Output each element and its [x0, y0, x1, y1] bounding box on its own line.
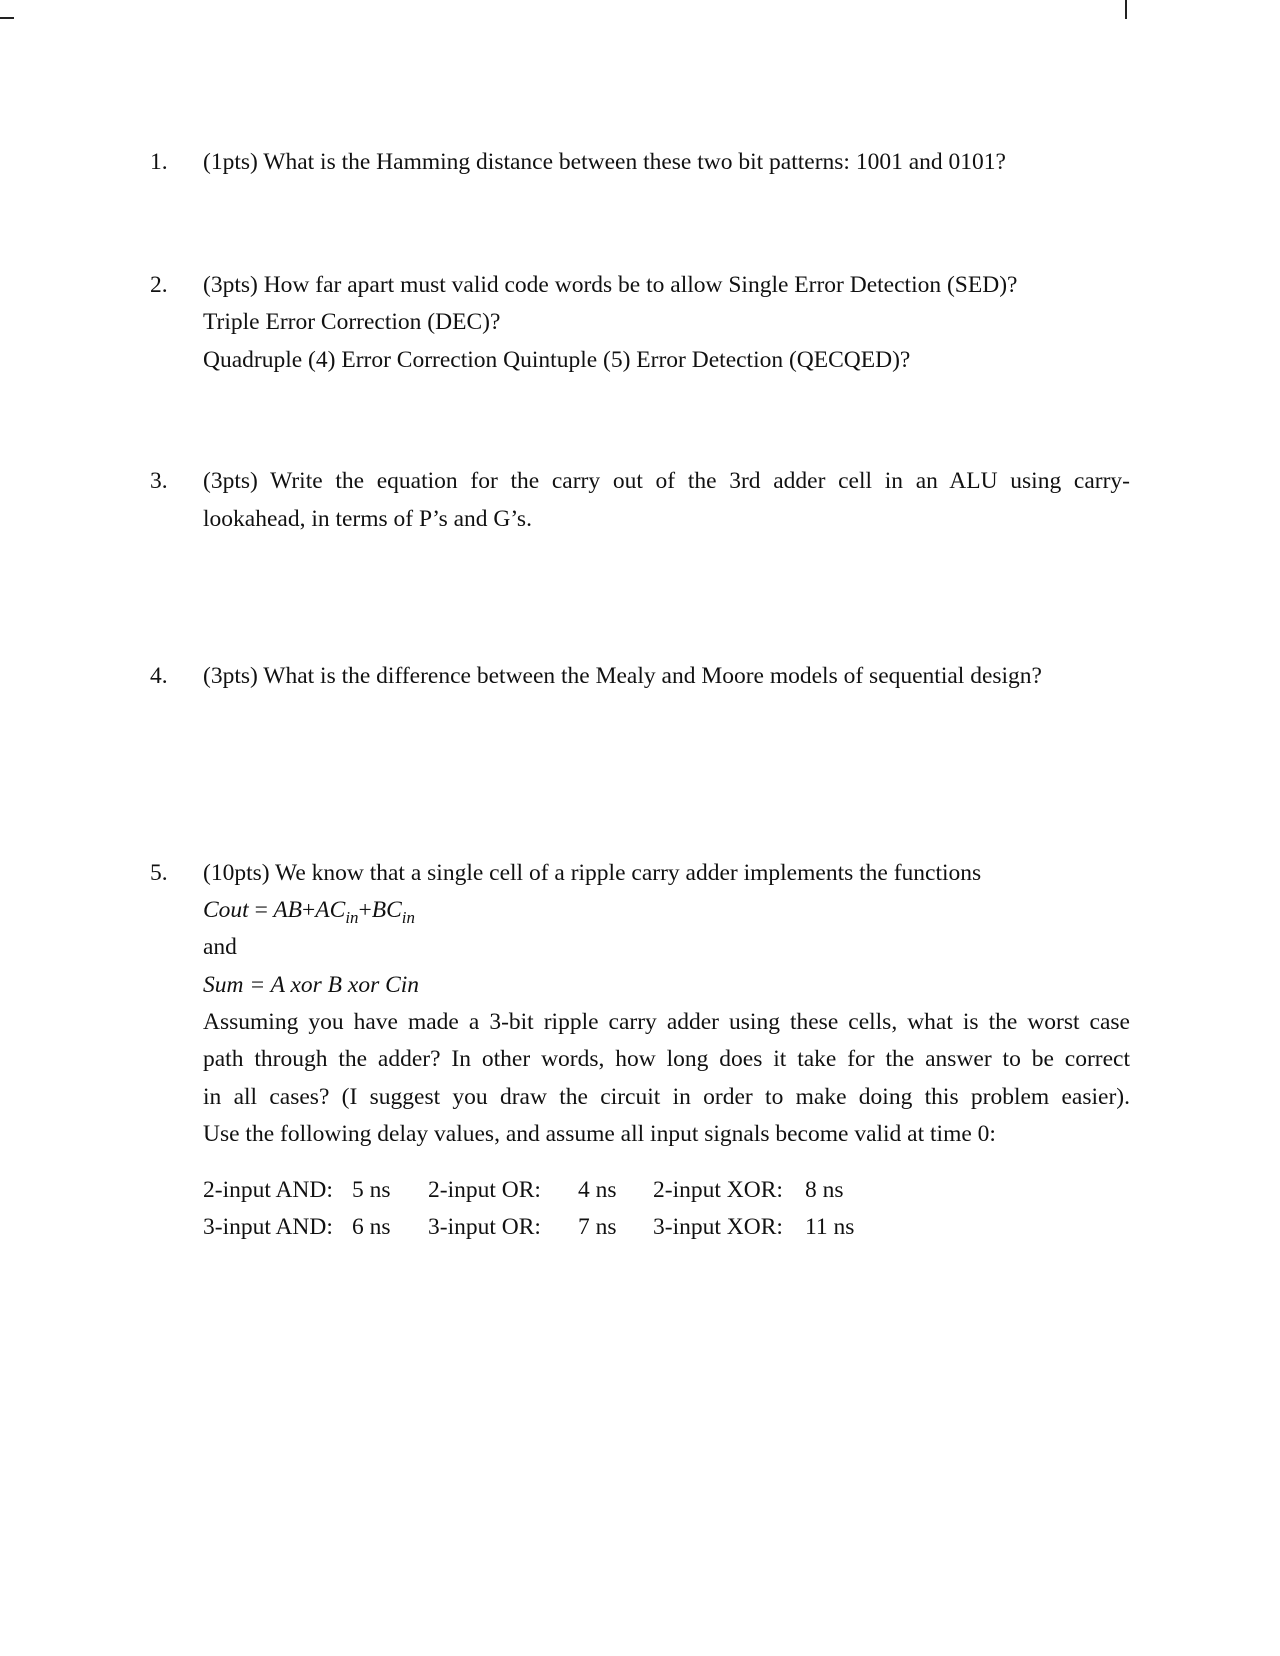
- question-number: 5.: [150, 860, 168, 886]
- question-text: lookahead, in terms of P’s and G’s.: [203, 506, 532, 532]
- delay-value: 7 ns: [578, 1214, 617, 1240]
- question-number: 2.: [150, 272, 168, 298]
- delay-value: 4 ns: [578, 1177, 617, 1203]
- question-text: (10pts) We know that a single cell of a ripple carry adder implements the functions: [203, 860, 982, 886]
- connector-text: and: [203, 934, 237, 960]
- question-text: Triple Error Correction (DEC)?: [203, 309, 501, 335]
- question-text: (3pts) Write the equation for the carry out of the 3rd adder cell in an ALU using carry-: [203, 468, 1130, 494]
- question-text: Use the following delay values, and assume all input signals become valid at time 0:: [203, 1121, 996, 1147]
- delay-value: 6 ns: [352, 1214, 391, 1240]
- question-text: (3pts) How far apart must valid code words be to allow Single Error Detection (SED)?: [203, 272, 1018, 298]
- delay-label: 3-input OR:: [428, 1214, 541, 1240]
- delay-value: 8 ns: [805, 1177, 844, 1203]
- cout-equation: Cout = $AB+AC_{in}+BC_{in}$: [203, 897, 415, 927]
- question-text: (1pts) What is the Hamming distance between these two bit patterns: 1001 and 0101?: [203, 149, 1006, 175]
- question-text: in all cases? (I suggest you draw the circuit in order to make doing this problem easier).: [203, 1084, 1130, 1110]
- delay-label: 2-input OR:: [428, 1177, 541, 1203]
- question-text: path through the adder? In other words, how long does it take for the answer to be correct: [203, 1046, 1130, 1072]
- delay-value: 5 ns: [352, 1177, 391, 1203]
- question-number: 1.: [150, 149, 168, 175]
- question-text: Quadruple (4) Error Correction Quintuple (5) Error Detection (QECQED)?: [203, 347, 911, 373]
- question-text: Assuming you have made a 3-bit ripple carry adder using these cells, what is the worst case: [203, 1009, 1130, 1035]
- delay-label: 3-input AND:: [203, 1214, 333, 1240]
- crop-mark-left: [0, 17, 14, 19]
- sum-equation: Sum = A xor B xor Cin: [203, 972, 420, 998]
- question-number: 4.: [150, 663, 168, 689]
- delay-label: 3-input XOR:: [653, 1214, 783, 1240]
- crop-mark-right: [1125, 0, 1127, 19]
- delay-value: 11 ns: [805, 1214, 855, 1240]
- question-number: 3.: [150, 468, 168, 494]
- delay-label: 2-input AND:: [203, 1177, 333, 1203]
- delay-label: 2-input XOR:: [653, 1177, 783, 1203]
- question-text: (3pts) What is the difference between the Mealy and Moore models of sequential design?: [203, 663, 1042, 689]
